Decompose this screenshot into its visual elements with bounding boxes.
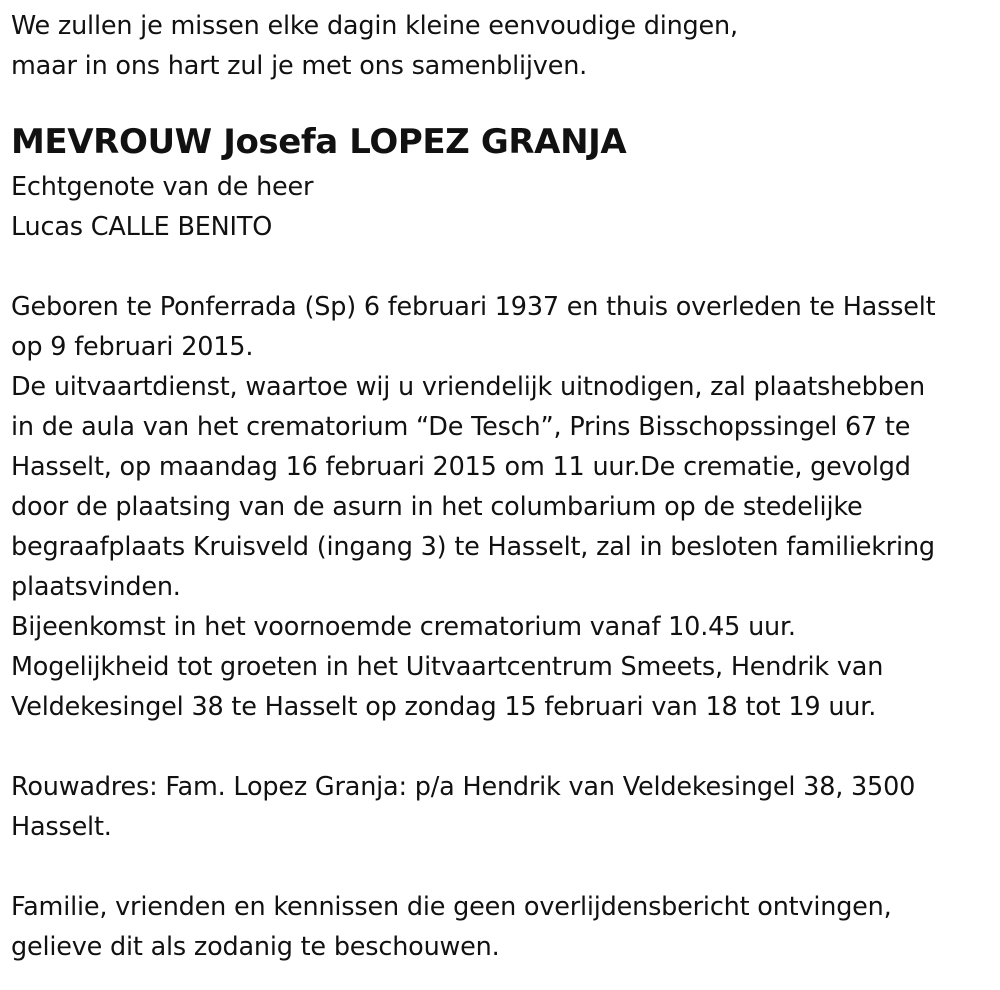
body-line: plaatsvinden. [11,572,181,602]
closing-line: Familie, vrienden en kennissen die geen overlijdensbericht ontvingen, [11,892,892,922]
body-line: in de aula van het crematorium “De Tesch”, Prins Bisschopssingel 67 te [11,412,911,442]
deceased-name: MEVROUW Josefa LOPEZ GRANJA [11,122,627,162]
body-line: Hasselt, op maandag 16 februari 2015 om 11 uur.De crematie, gevolgd [11,452,911,482]
body-line: door de plaatsing van de asurn in het columbarium op de stedelijke [11,492,863,522]
body-line: Mogelijkheid tot groeten in het Uitvaartcentrum Smeets, Hendrik van [11,652,884,682]
mourning-address [11,767,996,847]
quote-line: maar in ons hart zul je met ons samenblijven. [11,51,588,81]
closing-line: gelieve dit als zodanig te beschouwen. [11,932,500,962]
relation-line: Echtgenote van de heer [11,172,314,202]
body-line: Veldekesingel 38 te Hasselt op zondag 15 februari van 18 tot 19 uur. [11,692,877,722]
body-line: begraafplaats Kruisveld (ingang 3) te Hasselt, zal in besloten familiekring [11,532,935,562]
body-line: Bijeenkomst in het voornoemde crematorium vanaf 10.45 uur. [11,612,796,642]
spacer [11,247,996,287]
memorial-quote [11,6,996,86]
spouse-info [11,167,996,247]
spacer [11,727,996,767]
obituary-notice [11,6,996,967]
quote-line: We zullen je missen elke dagin kleine eenvoudige dingen, [11,11,738,41]
closing-note [11,887,996,967]
body-line: De uitvaartdienst, waartoe wij u vriendelijk uitnodigen, zal plaatshebben [11,372,926,402]
body-line: op 9 februari 2015. [11,332,254,362]
body-line: Geboren te Ponferrada (Sp) 6 februari 1937 en thuis overleden te Hasselt [11,292,936,322]
address-line: Hasselt. [11,812,112,842]
address-line: Rouwadres: Fam. Lopez Granja: p/a Hendrik van Veldekesingel 38, 3500 [11,772,916,802]
spouse-name: Lucas CALLE BENITO [11,212,273,242]
spacer [11,847,996,887]
ceremony-details [11,287,996,727]
